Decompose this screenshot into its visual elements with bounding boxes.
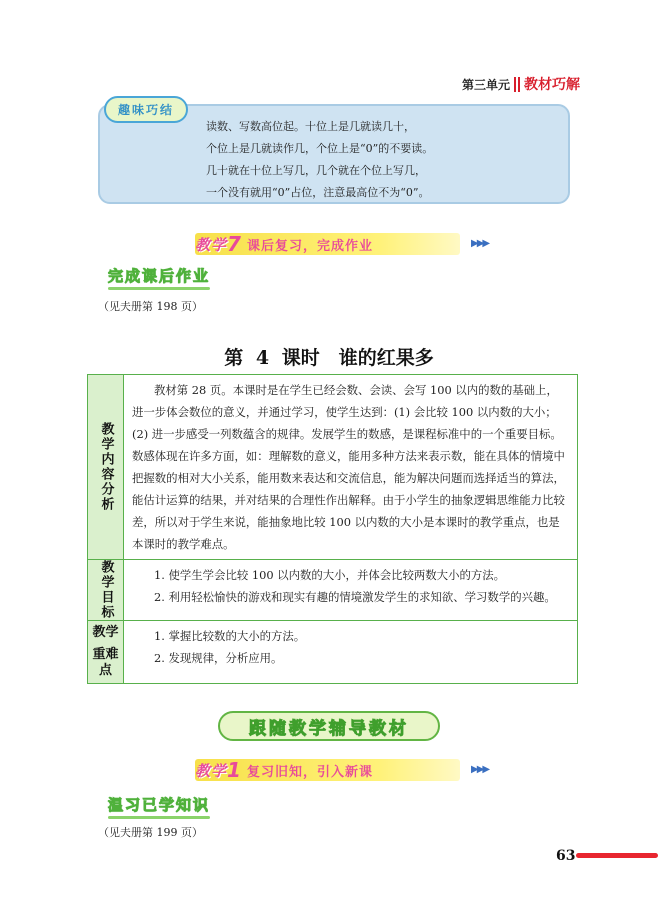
lesson-info-table bbox=[87, 374, 578, 684]
arrows-icon: ▶▶▶ bbox=[471, 764, 489, 775]
homework-tag-text: 完成课后作业 bbox=[108, 267, 211, 285]
page-number: 63 bbox=[556, 848, 576, 864]
tag-underline bbox=[108, 287, 210, 290]
goal-item: 2. 利用轻松愉快的游戏和现实有趣的情境激发学生的求知欲、学习数学的兴趣。 bbox=[154, 590, 556, 604]
summary-badge: 趣味巧结 bbox=[104, 96, 188, 123]
step-word: 教学 bbox=[195, 761, 228, 780]
footer-bar bbox=[576, 853, 658, 858]
key-point-item: 1. 掌握比较数的大小的方法。 bbox=[154, 629, 306, 643]
homework-tag bbox=[108, 265, 210, 286]
content-analysis-text: 教材第 28 页。本课时是在学生已经会数、会读、会写 100 以内的数的基础上，进一步体会数位的意义，并通过学习，使学生达到：(1) 会比较 100 以内数的大小；(2) 进一步感受一列数蕴含的规律。发展学生的数感，是课程标准中的一个重要目标。数感体现在许多方面，如：理解数的意义，能用多种方法来表示数，能在具体的情境中把握数的相对大小关系，能用数来表达和交流信息，能为解决问题而选择适当的算法，能估计运算的结果，并对结果的合理性作出解释。由于小学生的抽象逻辑思维能力比较差，所以对于学生来说，能抽象地比较 100 以内数的大小是本课时的教学重点，也是本课时的教学难点。 bbox=[132, 383, 565, 551]
key-point-item: 2. 发现规律，分析应用。 bbox=[154, 651, 283, 665]
step-banner-7 bbox=[195, 232, 489, 256]
page-header bbox=[462, 74, 580, 94]
goal-item: 1. 使学生学会比较 100 以内数的大小，并体会比较两数大小的方法。 bbox=[154, 568, 506, 582]
summary-line: 读数、写数高位起。十位上是几就读几十， bbox=[206, 120, 415, 133]
row-label: 教学目标 bbox=[88, 560, 124, 620]
review-tag bbox=[108, 794, 210, 815]
unit-label: 第三单元 bbox=[461, 77, 510, 92]
header-title: 教材巧解 bbox=[524, 77, 580, 93]
step-number: 1 bbox=[227, 758, 241, 782]
summary-line: 一个没有就用“0”占位，注意最高位不为“0”。 bbox=[206, 186, 430, 199]
summary-line: 个位上是几就读作几，个位上是“0”的不要读。 bbox=[206, 142, 434, 155]
summary-line: 几十就在十位上写几，几个就在个位上写几， bbox=[206, 164, 426, 177]
reference-note: （见夫册第 198 页） bbox=[98, 300, 203, 313]
lesson-title: 第 4 课时 谁的红果多 bbox=[224, 347, 434, 369]
arrows-icon: ▶▶▶ bbox=[471, 238, 489, 249]
header-separator bbox=[514, 77, 520, 92]
row-label-line: 教学 bbox=[92, 625, 119, 640]
row-label: 教学内容分析 bbox=[88, 375, 124, 559]
table-row-goals bbox=[88, 560, 577, 621]
row-label bbox=[88, 621, 124, 683]
review-tag-text: 温习已学知识 bbox=[108, 796, 211, 814]
row-label-line: 重难点 bbox=[92, 647, 119, 678]
summary-text bbox=[206, 116, 433, 204]
row-body bbox=[124, 375, 577, 559]
table-row-content bbox=[88, 375, 577, 560]
step-banner-1 bbox=[195, 758, 489, 782]
row-body bbox=[124, 560, 577, 620]
step-label: 课后复习，完成作业 bbox=[246, 238, 373, 254]
step-word: 教学 bbox=[195, 235, 228, 254]
table-row-key-points bbox=[88, 621, 577, 683]
tag-underline bbox=[108, 816, 210, 819]
step-label: 复习旧知，引入新课 bbox=[246, 764, 373, 780]
row-body bbox=[124, 621, 577, 683]
step-number: 7 bbox=[227, 232, 241, 256]
section-heading-text: 跟随教学辅导教材 bbox=[249, 718, 409, 739]
section-heading bbox=[218, 711, 440, 741]
reference-note: （见夫册第 199 页） bbox=[98, 826, 203, 839]
